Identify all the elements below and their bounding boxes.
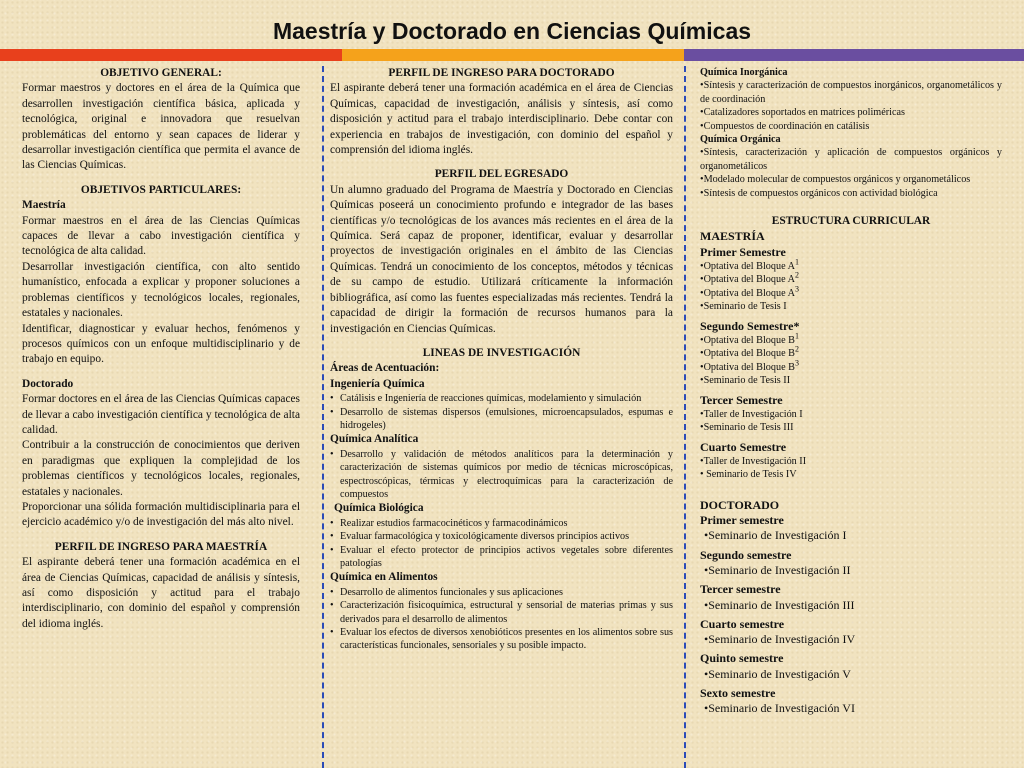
list-item: •Taller de Investigación II — [700, 455, 807, 467]
semester-3-list — [700, 408, 1002, 435]
semester-1-list — [700, 257, 1002, 314]
semester-4-heading: Cuarto Semestre — [700, 439, 787, 454]
inorganica-list — [700, 79, 1002, 133]
list-item: •Seminario de Investigación VI — [704, 701, 855, 716]
biologica-heading: Química Biológica — [334, 502, 424, 515]
organica-heading: Química Orgánica — [700, 134, 781, 146]
objetivos-particulares-heading: OBJETIVOS PARTICULARES: — [80, 183, 242, 196]
areas-heading: Áreas de Acentuación: — [330, 362, 440, 375]
list-item: •Optativa del Bloque $B^1$ — [700, 331, 799, 346]
ing-quimica-heading: Ingeniería Química — [330, 377, 425, 390]
semester-4-list — [700, 455, 1002, 482]
perfil-doctorado-text: El aspirante deberá tener una formación académica en el área de Ciencias Químicas, capacidad de investigación, análisis y síntesis, así como disposición y actitud para el trabajo interdisciplinario. Debe contar con experiencia en trabajos de investigación, con dominio del español y comprensión del idioma inglés. — [330, 82, 673, 157]
perfil-egresado-heading: PERFIL DEL EGRESADO — [434, 168, 569, 181]
divider-left — [322, 66, 324, 768]
list-item: • Desarrollo de alimentos funcionales y sus aplicaciones — [330, 586, 673, 599]
estructura-heading: ESTRUCTURA CURRICULAR — [771, 215, 931, 228]
doc-semester-2-heading: Segundo semestre — [700, 547, 792, 562]
list-item: •Síntesis de compuestos orgánicos con actividad biológica — [700, 187, 938, 199]
doctorado-objetivo-3: Proporcionar una sólida formación multidisciplinaria para el ejercicio académico y/o de investigación del más alto nivel. — [22, 500, 300, 529]
ing-quimica-list — [330, 392, 673, 432]
list-item: • Desarrollo y validación de métodos analíticos para la determinación y caracterización de sistemas químicos por medio de técnicas microscópicas, espectroscópicas, térmicas y electroquímicas para la caracterización de compuestos — [330, 448, 673, 502]
list-item: •Seminario de Investigación III — [704, 597, 855, 612]
maestria-objetivo-2: Desarrollar investigación científica, con alto sentido humanístico, enfocada a explicar y proponer soluciones a problemas científicos y tecnológicos locales, regionales, estatales y nacionales. — [22, 260, 300, 320]
list-item: •Seminario de Tesis II — [700, 375, 791, 387]
doc-semester-4-heading: Cuarto semestre — [700, 616, 785, 631]
list-item: •Modelado molecular de compuestos orgánicos y organometálicos — [700, 174, 971, 186]
list-item: • Seminario de Tesis IV — [700, 469, 797, 481]
bar-purple-segment — [684, 49, 1024, 61]
objetivo-general-heading: OBJETIVO GENERAL: — [100, 67, 222, 79]
list-item: • Evaluar farmacológica y toxicológicamente diversos principios activos — [330, 530, 673, 543]
semester-3-heading: Tercer Semestre — [700, 392, 783, 407]
lineas-heading: LINEAS DE INVESTIGACIÓN — [422, 346, 581, 359]
list-item: • Desarrollo de sistemas dispersos (emulsiones, microencapsulados, espumas e hidrogeles) — [330, 406, 673, 433]
list-item: •Optativa del Bloque $B^2$ — [700, 344, 799, 360]
bar-red-segment — [0, 49, 342, 61]
column-curriculum — [700, 66, 1002, 717]
list-item: •Optativa del Bloque $B^3$ — [700, 358, 799, 373]
list-item: •Optativa del Bloque $A^2$ — [700, 270, 799, 286]
list-item: • Caracterización fisicoquímica, estructural y sensorial de materias primas y sus derivados para el desarrollo de alimentos — [330, 599, 673, 626]
alimentos-list — [330, 586, 673, 653]
semester-2-heading: Segundo Semestre* — [700, 318, 800, 333]
list-item: • Evaluar el efecto protector de principios activos vegetales sobre diferentes patologías — [330, 544, 673, 571]
divider-right — [684, 66, 686, 768]
column-objectives — [22, 66, 300, 632]
maestria-objetivo-3: Identificar, diagnosticar y evaluar hechos, fenómenos y procesos químicos con un enfoque multidisciplinario y de trabajo en equipo. — [22, 322, 300, 366]
list-item: •Seminario de Investigación V — [704, 666, 851, 681]
title-color-bar — [0, 49, 1024, 61]
maestria-subheading: Maestría — [22, 199, 66, 212]
doc-semester-3-heading: Tercer semestre — [700, 582, 781, 597]
biologica-list — [330, 517, 673, 571]
perfil-doctorado-heading: PERFIL DE INGRESO PARA DOCTORADO — [388, 67, 615, 79]
doctorado-objetivo-1: Formar doctores en el área de las Ciencias Químicas capaces de llevar a cabo investigación científica y tecnológica de alta calidad. — [22, 393, 300, 436]
list-item: •Taller de Investigación I — [700, 408, 803, 420]
list-item: • Catálisis e Ingeniería de reacciones químicas, modelamiento y simulación — [330, 392, 673, 405]
doc-semester-5-heading: Quinto semestre — [700, 651, 784, 666]
alimentos-heading: Química en Alimentos — [330, 571, 438, 584]
doc-semester-6-heading: Sexto semestre — [700, 685, 776, 700]
list-item: •Catalizadores soportados en matrices poliméricas — [700, 107, 905, 119]
perfil-maestria-text: El aspirante deberá tener una formación académica en el área de Ciencias Químicas, capacidad de análisis y síntesis, así como disposición y actitud para el trabajo interdisciplinario, con dominio del español y comprensión del idioma inglés. — [22, 556, 300, 630]
bar-orange-segment — [342, 49, 684, 61]
doctorado-curriculum-heading: DOCTORADO — [700, 497, 780, 512]
list-item: • Evaluar los efectos de diversos xenobióticos presentes en los alimentos sobre sus características funcionales, sensoriales y su posible impacto. — [330, 626, 673, 653]
list-item: •Optativa del Bloque $A^1$ — [700, 257, 799, 272]
list-item: •Seminario de Investigación I — [704, 528, 847, 543]
list-item: • Realizar estudios farmacocinéticos y farmacodinámicos — [330, 517, 673, 530]
perfil-egresado-text: Un alumno graduado del Programa de Maestría y Doctorado en Ciencias Químicas poseerá un conocimiento profundo e integrador de las bases científicas y/o tecnológicas de los avances más recientes en el área de la Química. Será capaz de proponer, identificar, evaluar y desarrollar proyectos de investigación originales en el ámbito de las Ciencias Químicas. Tendrá un conocimiento de los conceptos, métodos y técnicas de su campo de estudio. Utilizará críticamente la información bibliográfica, así como las fuentes especializadas más recientes. Tendrá la capacidad de dirigir la formación de recursos humanos para la investigación en Ciencias Químicas. — [330, 183, 673, 335]
semester-2-list — [700, 331, 1002, 388]
list-item: •Seminario de Tesis III — [700, 422, 794, 434]
analitica-list — [330, 448, 673, 502]
maestria-objetivo-1: Formar maestros en el área de las Ciencias Químicas capaces de llevar a cabo investigación científica y tecnológica de alta calidad. — [22, 214, 300, 258]
list-item: •Síntesis y caracterización de compuestos inorgánicos, organometálicos y de coordinación — [700, 80, 1002, 105]
list-item: •Seminario de Investigación IV — [704, 632, 856, 647]
column-profiles — [330, 66, 673, 653]
list-item: •Seminario de Tesis I — [700, 301, 787, 313]
objetivo-general-text: Formar maestros y doctores en el área de la Química que desarrollen investigación científica básica, aplicada y tecnológica, original e innovadora que resuelvan problemáticas del entorno y sean capaces de liderar y desarrollar investigación científica que permita el avance de las Ciencias Químicas. — [22, 82, 300, 172]
list-item: •Seminario de Investigación II — [704, 562, 851, 577]
list-item: •Optativa del Bloque $A^3$ — [700, 284, 799, 299]
organica-list — [700, 146, 1002, 200]
maestria-curriculum-heading: MAESTRÍA — [700, 229, 765, 244]
perfil-maestria-heading: PERFIL DE INGRESO PARA MAESTRÍA — [54, 540, 268, 553]
page-title: Maestría y Doctorado en Ciencias Químicas — [272, 18, 752, 44]
semester-1-heading: Primer Semestre — [700, 244, 786, 259]
doctorado-subheading: Doctorado — [22, 377, 74, 390]
doc-semester-1-heading: Primer semestre — [700, 513, 784, 528]
doctorado-objetivo-2: Contribuir a la construcción de conocimientos que deriven en paradigmas que expliquen la complejidad de los problemas científicos y tecnológicos locales, regionales, estatales y nacionales. — [22, 439, 300, 498]
inorganica-heading: Química Inorgánica — [700, 67, 788, 78]
analitica-heading: Química Analítica — [330, 433, 419, 446]
list-item: •Compuestos de coordinación en catálisis — [700, 120, 870, 132]
list-item: •Síntesis, caracterización y aplicación de compuestos orgánicos y organometálicos — [700, 147, 1002, 172]
